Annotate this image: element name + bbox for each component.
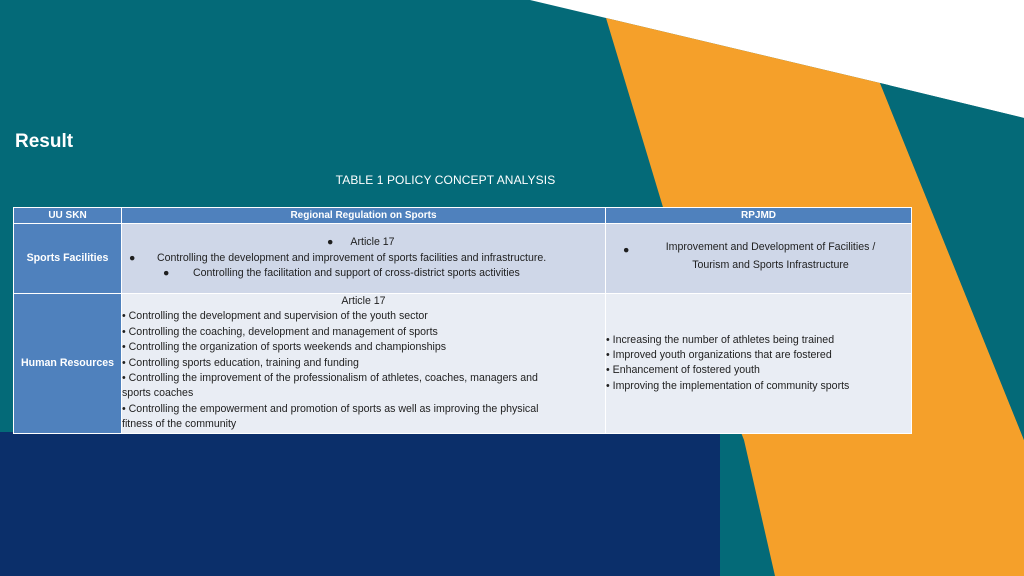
list-item: ● Controlling the development and improvement of sports facilities and infrastructure. [122, 251, 605, 266]
human-resources-regulation-cell [122, 294, 606, 434]
list-item: • Controlling the improvement of the professionalism of athletes, coaches, managers and [122, 372, 538, 385]
list-item: • Controlling the organization of sports weekends and championships [122, 341, 447, 354]
list-item: • Controlling sports education, training and funding [122, 356, 359, 369]
table-caption: TABLE 1 POLICY CONCEPT ANALYSIS [335, 173, 556, 187]
list-item: sports coaches [122, 387, 194, 400]
bullet-icon: ● [327, 236, 334, 249]
bullet-icon: ● [163, 267, 170, 280]
list-item: • Enhancement of fostered youth [606, 364, 760, 377]
background-navy-block [0, 432, 720, 576]
list-item: fitness of the community [122, 418, 237, 431]
list-item: • Controlling the empowerment and promotion of sports as well as improving the physical [122, 402, 539, 415]
bullet-icon: ● [623, 244, 630, 256]
table-row [14, 294, 912, 434]
list-item: • Controlling the coaching, development and management of sports [122, 325, 438, 338]
table-header-row [14, 208, 912, 224]
header-regional-regulation: Regional Regulation on Sports [122, 208, 606, 224]
table-row [14, 224, 912, 294]
list-item: • Increasing the number of athletes being trained [606, 333, 835, 346]
list-item: • Controlling the development and supervision of the youth sector [122, 310, 428, 323]
row-label-human-resources: Human Resources [14, 294, 122, 434]
row-label-sports-facilities: Sports Facilities [14, 224, 122, 294]
slide-title: Result [15, 131, 74, 152]
bullet-icon: ● [129, 251, 136, 264]
list-item: • Improved youth organizations that are fostered [606, 348, 832, 361]
list-item: • Improving the implementation of community sports [606, 379, 850, 392]
list-item: ● Controlling the facilitation and support of cross-district sports activities [122, 266, 605, 281]
header-uu-skn: UU SKN [14, 208, 122, 224]
policy-table [13, 207, 912, 434]
header-rpjmd: RPJMD [606, 208, 912, 224]
human-resources-rpjmd-cell [606, 294, 912, 434]
list-item: Article 17 [341, 295, 386, 307]
sports-facilities-rpjmd-cell: ● Improvement and Development of Facilities / Tourism and Sports Infrastructure [606, 224, 912, 294]
list-item: ● Article 17 [122, 235, 605, 250]
sports-facilities-regulation-cell [122, 224, 606, 294]
